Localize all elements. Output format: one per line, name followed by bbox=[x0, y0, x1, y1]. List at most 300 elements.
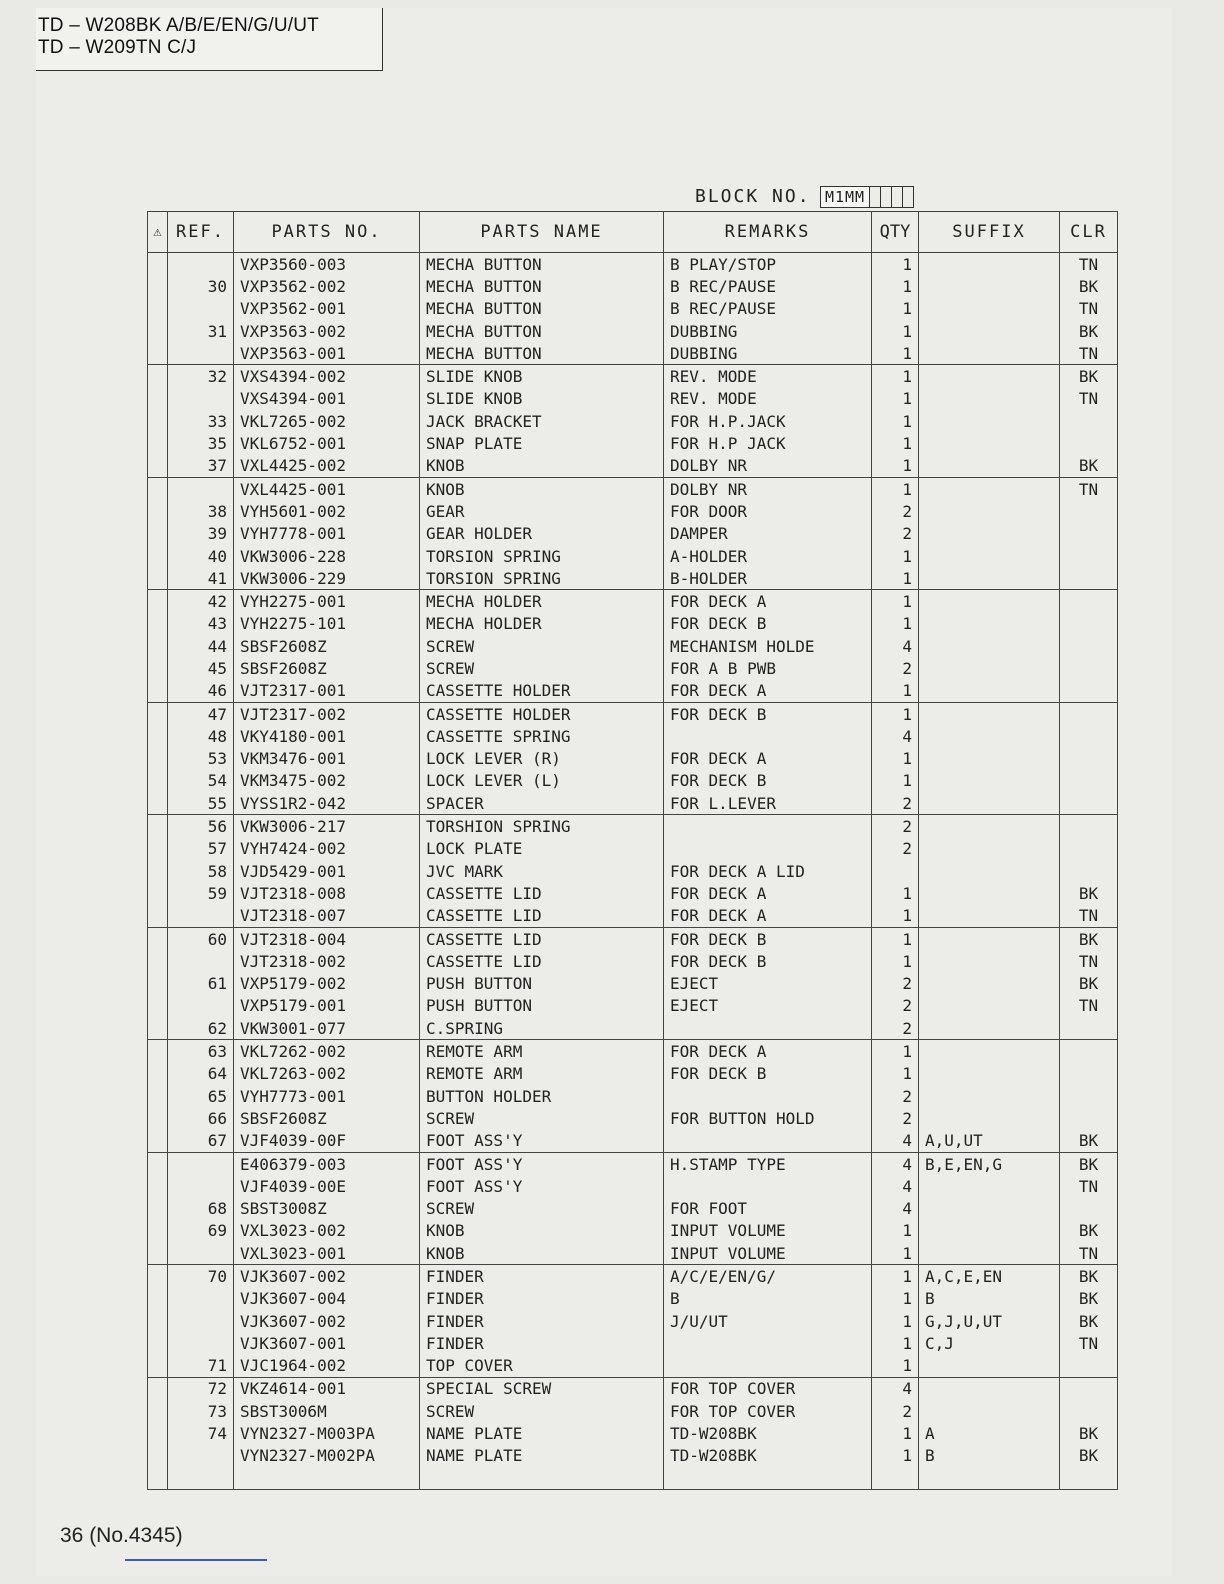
cell-ref: 74 bbox=[168, 1422, 234, 1444]
cell-clr bbox=[1060, 1063, 1118, 1085]
cell-suffix: B bbox=[919, 1288, 1060, 1310]
cell-suffix bbox=[919, 410, 1060, 432]
cell-suffix bbox=[919, 477, 1060, 500]
cell-ref: 32 bbox=[168, 365, 234, 388]
cell-clr: BK bbox=[1060, 1220, 1118, 1242]
cell-name: JACK BRACKET bbox=[420, 410, 664, 432]
cell-clr: TN bbox=[1060, 1175, 1118, 1197]
cell-parts-no: VJT2318-008 bbox=[234, 882, 420, 904]
cell-clr bbox=[1060, 680, 1118, 703]
table-row bbox=[148, 702, 1118, 725]
cell-warn bbox=[148, 995, 168, 1017]
cell-name: TOP COVER bbox=[420, 1355, 664, 1378]
cell-remarks: FOR DECK A LID bbox=[664, 860, 872, 882]
cell-clr bbox=[1060, 590, 1118, 613]
cell-suffix bbox=[919, 680, 1060, 703]
cell-qty: 1 bbox=[872, 1422, 919, 1444]
cell-clr: TN bbox=[1060, 477, 1118, 500]
cell-name: SPECIAL SCREW bbox=[420, 1377, 664, 1400]
cell-qty: 2 bbox=[872, 657, 919, 679]
table-row bbox=[148, 1242, 1118, 1265]
cell-qty: 2 bbox=[872, 1085, 919, 1107]
cell-qty: 2 bbox=[872, 815, 919, 838]
cell-parts-no: VXP3560-003 bbox=[234, 253, 420, 276]
cell-name: KNOB bbox=[420, 1242, 664, 1265]
cell-suffix bbox=[919, 927, 1060, 950]
cell-name: CASSETTE HOLDER bbox=[420, 702, 664, 725]
table-row bbox=[148, 657, 1118, 679]
cell-suffix bbox=[919, 950, 1060, 972]
cell-remarks: FOR A B PWB bbox=[664, 657, 872, 679]
cell-name: MECHA BUTTON bbox=[420, 298, 664, 320]
cell-qty: 1 bbox=[872, 1445, 919, 1467]
cell-warn bbox=[148, 365, 168, 388]
cell-name: CASSETTE HOLDER bbox=[420, 680, 664, 703]
cell-clr bbox=[1060, 523, 1118, 545]
table-row bbox=[148, 905, 1118, 928]
cell-parts-no: VKW3006-229 bbox=[234, 567, 420, 590]
cell-name: SCREW bbox=[420, 1400, 664, 1422]
cell-remarks: FOR DECK B bbox=[664, 770, 872, 792]
cell-clr: TN bbox=[1060, 905, 1118, 928]
cell-ref: 58 bbox=[168, 860, 234, 882]
cell-warn bbox=[148, 1355, 168, 1378]
table-row bbox=[148, 523, 1118, 545]
empty-cell bbox=[168, 1467, 234, 1490]
block-code: M1MM bbox=[820, 186, 870, 208]
footer-rule bbox=[125, 1559, 267, 1561]
cell-warn bbox=[148, 882, 168, 904]
cell-parts-no: VXP3563-001 bbox=[234, 342, 420, 365]
cell-name: FINDER bbox=[420, 1332, 664, 1354]
cell-warn bbox=[148, 973, 168, 995]
cell-qty: 4 bbox=[872, 1175, 919, 1197]
cell-warn bbox=[148, 613, 168, 635]
table-row bbox=[148, 590, 1118, 613]
cell-name: FINDER bbox=[420, 1265, 664, 1288]
cell-name: C.SPRING bbox=[420, 1017, 664, 1040]
cell-suffix bbox=[919, 1085, 1060, 1107]
cell-clr bbox=[1060, 657, 1118, 679]
cell-warn bbox=[148, 748, 168, 770]
cell-suffix bbox=[919, 365, 1060, 388]
block-number-boxes bbox=[820, 186, 914, 208]
cell-remarks: FOR DECK B bbox=[664, 613, 872, 635]
cell-remarks: FOR DECK A bbox=[664, 680, 872, 703]
cell-name: SCREW bbox=[420, 657, 664, 679]
cell-ref: 41 bbox=[168, 567, 234, 590]
cell-clr bbox=[1060, 860, 1118, 882]
cell-ref: 40 bbox=[168, 545, 234, 567]
cell-ref bbox=[168, 253, 234, 276]
parts-table-body bbox=[148, 253, 1118, 1490]
cell-name: SLIDE KNOB bbox=[420, 388, 664, 410]
cell-qty: 1 bbox=[872, 1040, 919, 1063]
cell-remarks: FOR DECK B bbox=[664, 702, 872, 725]
cell-suffix bbox=[919, 1175, 1060, 1197]
model-header-box bbox=[36, 8, 383, 71]
cell-ref: 30 bbox=[168, 275, 234, 297]
cell-suffix bbox=[919, 815, 1060, 838]
block-box-empty bbox=[892, 186, 903, 208]
header-suffix: SUFFIX bbox=[919, 212, 1060, 253]
parts-table bbox=[147, 211, 1118, 1490]
cell-clr: TN bbox=[1060, 1242, 1118, 1265]
cell-parts-no: VYH5601-002 bbox=[234, 500, 420, 522]
cell-clr: BK bbox=[1060, 882, 1118, 904]
cell-ref: 60 bbox=[168, 927, 234, 950]
cell-parts-no: VJK3607-001 bbox=[234, 1332, 420, 1354]
cell-warn bbox=[148, 1040, 168, 1063]
cell-remarks: FOR TOP COVER bbox=[664, 1377, 872, 1400]
cell-name: FOOT ASS'Y bbox=[420, 1152, 664, 1175]
cell-qty: 4 bbox=[872, 635, 919, 657]
cell-parts-no: VXP5179-001 bbox=[234, 995, 420, 1017]
cell-qty: 1 bbox=[872, 1310, 919, 1332]
cell-ref: 59 bbox=[168, 882, 234, 904]
cell-parts-no: VXL3023-002 bbox=[234, 1220, 420, 1242]
cell-qty: 1 bbox=[872, 1220, 919, 1242]
cell-name: NAME PLATE bbox=[420, 1445, 664, 1467]
cell-ref bbox=[168, 1332, 234, 1354]
cell-clr bbox=[1060, 702, 1118, 725]
cell-warn bbox=[148, 500, 168, 522]
cell-qty: 1 bbox=[872, 748, 919, 770]
cell-ref: 46 bbox=[168, 680, 234, 703]
cell-qty: 1 bbox=[872, 432, 919, 454]
cell-remarks: FOR FOOT bbox=[664, 1197, 872, 1219]
cell-parts-no: VXP3562-002 bbox=[234, 275, 420, 297]
cell-ref: 31 bbox=[168, 320, 234, 342]
cell-clr bbox=[1060, 410, 1118, 432]
table-row bbox=[148, 477, 1118, 500]
cell-qty: 2 bbox=[872, 995, 919, 1017]
cell-clr: TN bbox=[1060, 950, 1118, 972]
cell-parts-no: VJT2317-001 bbox=[234, 680, 420, 703]
cell-remarks: DOLBY NR bbox=[664, 477, 872, 500]
cell-clr: BK bbox=[1060, 1130, 1118, 1153]
cell-warn bbox=[148, 1220, 168, 1242]
cell-name: CASSETTE LID bbox=[420, 905, 664, 928]
cell-clr: TN bbox=[1060, 298, 1118, 320]
cell-name: NAME PLATE bbox=[420, 1422, 664, 1444]
cell-name: MECHA HOLDER bbox=[420, 590, 664, 613]
header-clr: CLR bbox=[1060, 212, 1118, 253]
cell-name: MECHA BUTTON bbox=[420, 275, 664, 297]
cell-parts-no: VXS4394-001 bbox=[234, 388, 420, 410]
cell-qty: 1 bbox=[872, 1265, 919, 1288]
cell-clr: TN bbox=[1060, 388, 1118, 410]
cell-parts-no: VKL7263-002 bbox=[234, 1063, 420, 1085]
cell-name: GEAR HOLDER bbox=[420, 523, 664, 545]
table-row bbox=[148, 1422, 1118, 1444]
cell-suffix bbox=[919, 702, 1060, 725]
cell-name: LOCK PLATE bbox=[420, 838, 664, 860]
cell-qty: 1 bbox=[872, 950, 919, 972]
cell-suffix: C,J bbox=[919, 1332, 1060, 1354]
table-row bbox=[148, 342, 1118, 365]
cell-remarks: FOR L.LEVER bbox=[664, 792, 872, 815]
cell-qty: 4 bbox=[872, 1197, 919, 1219]
cell-name: PUSH BUTTON bbox=[420, 995, 664, 1017]
cell-remarks: FOR DECK A bbox=[664, 905, 872, 928]
cell-clr: TN bbox=[1060, 1332, 1118, 1354]
cell-suffix bbox=[919, 1197, 1060, 1219]
cell-warn bbox=[148, 725, 168, 747]
cell-remarks: EJECT bbox=[664, 995, 872, 1017]
cell-parts-no: VJF4039-00F bbox=[234, 1130, 420, 1153]
cell-parts-no: SBSF2608Z bbox=[234, 635, 420, 657]
table-header-row bbox=[148, 212, 1118, 253]
cell-parts-no: VYSS1R2-042 bbox=[234, 792, 420, 815]
cell-suffix bbox=[919, 500, 1060, 522]
cell-remarks bbox=[664, 1017, 872, 1040]
table-row bbox=[148, 680, 1118, 703]
table-row bbox=[148, 1355, 1118, 1378]
cell-qty: 1 bbox=[872, 388, 919, 410]
cell-name: TORSION SPRING bbox=[420, 545, 664, 567]
cell-name: SNAP PLATE bbox=[420, 432, 664, 454]
cell-suffix bbox=[919, 1355, 1060, 1378]
cell-qty: 2 bbox=[872, 1017, 919, 1040]
cell-ref: 57 bbox=[168, 838, 234, 860]
cell-parts-no: VJT2318-007 bbox=[234, 905, 420, 928]
cell-clr: BK bbox=[1060, 1445, 1118, 1467]
cell-qty: 1 bbox=[872, 410, 919, 432]
cell-clr: BK bbox=[1060, 973, 1118, 995]
cell-warn bbox=[148, 702, 168, 725]
cell-warn bbox=[148, 1310, 168, 1332]
cell-parts-no: VXP3562-001 bbox=[234, 298, 420, 320]
cell-warn bbox=[148, 860, 168, 882]
cell-warn bbox=[148, 388, 168, 410]
cell-parts-no: VKY4180-001 bbox=[234, 725, 420, 747]
empty-cell bbox=[234, 1467, 420, 1490]
cell-name: BUTTON HOLDER bbox=[420, 1085, 664, 1107]
cell-remarks: INPUT VOLUME bbox=[664, 1220, 872, 1242]
table-row bbox=[148, 432, 1118, 454]
cell-name: GEAR bbox=[420, 500, 664, 522]
table-row bbox=[148, 1017, 1118, 1040]
cell-clr bbox=[1060, 1400, 1118, 1422]
cell-clr: BK bbox=[1060, 1288, 1118, 1310]
cell-clr bbox=[1060, 500, 1118, 522]
cell-warn bbox=[148, 523, 168, 545]
cell-qty: 1 bbox=[872, 702, 919, 725]
cell-warn bbox=[148, 1107, 168, 1129]
cell-qty: 2 bbox=[872, 838, 919, 860]
cell-qty bbox=[872, 860, 919, 882]
table-row bbox=[148, 1445, 1118, 1467]
cell-clr bbox=[1060, 725, 1118, 747]
cell-parts-no: SBST3008Z bbox=[234, 1197, 420, 1219]
cell-name: CASSETTE LID bbox=[420, 882, 664, 904]
cell-warn bbox=[148, 1242, 168, 1265]
table-row bbox=[148, 1220, 1118, 1242]
cell-remarks: DAMPER bbox=[664, 523, 872, 545]
cell-qty: 2 bbox=[872, 973, 919, 995]
cell-qty: 1 bbox=[872, 298, 919, 320]
cell-parts-no: VKM3476-001 bbox=[234, 748, 420, 770]
cell-clr: BK bbox=[1060, 365, 1118, 388]
table-row bbox=[148, 1152, 1118, 1175]
table-row bbox=[148, 410, 1118, 432]
cell-parts-no: VYH7773-001 bbox=[234, 1085, 420, 1107]
cell-suffix bbox=[919, 1377, 1060, 1400]
table-row bbox=[148, 1040, 1118, 1063]
cell-suffix bbox=[919, 590, 1060, 613]
cell-parts-no: SBST3006M bbox=[234, 1400, 420, 1422]
cell-warn bbox=[148, 1400, 168, 1422]
table-row bbox=[148, 838, 1118, 860]
cell-parts-no: VKW3006-228 bbox=[234, 545, 420, 567]
table-row bbox=[148, 950, 1118, 972]
cell-ref: 61 bbox=[168, 973, 234, 995]
cell-clr: TN bbox=[1060, 995, 1118, 1017]
cell-parts-no: VXL4425-001 bbox=[234, 477, 420, 500]
table-row bbox=[148, 1130, 1118, 1153]
cell-parts-no: VYN2327-M003PA bbox=[234, 1422, 420, 1444]
cell-qty: 2 bbox=[872, 523, 919, 545]
cell-warn bbox=[148, 455, 168, 478]
cell-remarks: FOR DOOR bbox=[664, 500, 872, 522]
cell-warn bbox=[148, 1377, 168, 1400]
empty-cell bbox=[664, 1467, 872, 1490]
cell-qty: 1 bbox=[872, 1242, 919, 1265]
cell-remarks: B bbox=[664, 1288, 872, 1310]
cell-warn bbox=[148, 1288, 168, 1310]
table-row bbox=[148, 1085, 1118, 1107]
cell-warn bbox=[148, 635, 168, 657]
cell-qty: 1 bbox=[872, 1355, 919, 1378]
cell-clr bbox=[1060, 1377, 1118, 1400]
cell-clr bbox=[1060, 1040, 1118, 1063]
cell-remarks: FOR DECK A bbox=[664, 1040, 872, 1063]
cell-clr: BK bbox=[1060, 1310, 1118, 1332]
cell-ref bbox=[168, 388, 234, 410]
cell-ref: 72 bbox=[168, 1377, 234, 1400]
cell-ref: 65 bbox=[168, 1085, 234, 1107]
cell-qty: 1 bbox=[872, 320, 919, 342]
cell-qty: 1 bbox=[872, 770, 919, 792]
cell-qty: 2 bbox=[872, 1107, 919, 1129]
cell-suffix bbox=[919, 1220, 1060, 1242]
table-row bbox=[148, 545, 1118, 567]
cell-suffix bbox=[919, 1017, 1060, 1040]
cell-name: FOOT ASS'Y bbox=[420, 1130, 664, 1153]
cell-remarks: J/U/UT bbox=[664, 1310, 872, 1332]
cell-suffix bbox=[919, 1063, 1060, 1085]
cell-ref: 70 bbox=[168, 1265, 234, 1288]
cell-suffix bbox=[919, 275, 1060, 297]
table-row bbox=[148, 725, 1118, 747]
cell-remarks: FOR DECK B bbox=[664, 1063, 872, 1085]
cell-clr bbox=[1060, 1355, 1118, 1378]
cell-ref bbox=[168, 1288, 234, 1310]
cell-ref: 54 bbox=[168, 770, 234, 792]
cell-warn bbox=[148, 298, 168, 320]
cell-ref bbox=[168, 905, 234, 928]
cell-suffix bbox=[919, 545, 1060, 567]
cell-suffix bbox=[919, 860, 1060, 882]
cell-remarks: DUBBING bbox=[664, 320, 872, 342]
cell-parts-no: VKL6752-001 bbox=[234, 432, 420, 454]
cell-clr bbox=[1060, 545, 1118, 567]
cell-suffix bbox=[919, 838, 1060, 860]
cell-remarks: EJECT bbox=[664, 973, 872, 995]
cell-ref: 45 bbox=[168, 657, 234, 679]
cell-parts-no: VXL3023-001 bbox=[234, 1242, 420, 1265]
cell-warn bbox=[148, 1130, 168, 1153]
cell-qty: 1 bbox=[872, 1288, 919, 1310]
table-row bbox=[148, 1377, 1118, 1400]
cell-suffix bbox=[919, 523, 1060, 545]
header-qty: QTY bbox=[872, 212, 919, 253]
cell-remarks bbox=[664, 725, 872, 747]
cell-remarks: REV. MODE bbox=[664, 388, 872, 410]
cell-ref: 47 bbox=[168, 702, 234, 725]
cell-warn bbox=[148, 1063, 168, 1085]
cell-clr: BK bbox=[1060, 455, 1118, 478]
cell-parts-no: SBSF2608Z bbox=[234, 657, 420, 679]
cell-parts-no: VYH7424-002 bbox=[234, 838, 420, 860]
cell-name: SCREW bbox=[420, 1197, 664, 1219]
cell-warn bbox=[148, 905, 168, 928]
cell-suffix bbox=[919, 657, 1060, 679]
cell-warn bbox=[148, 253, 168, 276]
cell-ref bbox=[168, 1152, 234, 1175]
cell-name: SPACER bbox=[420, 792, 664, 815]
cell-suffix: A,U,UT bbox=[919, 1130, 1060, 1153]
cell-ref bbox=[168, 995, 234, 1017]
cell-ref: 55 bbox=[168, 792, 234, 815]
cell-qty: 1 bbox=[872, 680, 919, 703]
table-row bbox=[148, 365, 1118, 388]
cell-clr bbox=[1060, 1197, 1118, 1219]
cell-clr bbox=[1060, 792, 1118, 815]
cell-remarks: DUBBING bbox=[664, 342, 872, 365]
cell-remarks bbox=[664, 1175, 872, 1197]
table-row bbox=[148, 792, 1118, 815]
cell-name: MECHA BUTTON bbox=[420, 320, 664, 342]
cell-clr: BK bbox=[1060, 275, 1118, 297]
cell-parts-no: VJT2318-004 bbox=[234, 927, 420, 950]
cell-parts-no: VXS4394-002 bbox=[234, 365, 420, 388]
empty-cell bbox=[148, 1467, 168, 1490]
cell-remarks: FOR TOP COVER bbox=[664, 1400, 872, 1422]
cell-qty: 2 bbox=[872, 1400, 919, 1422]
cell-name: SCREW bbox=[420, 1107, 664, 1129]
cell-suffix bbox=[919, 455, 1060, 478]
cell-remarks: FOR BUTTON HOLD bbox=[664, 1107, 872, 1129]
cell-qty: 1 bbox=[872, 342, 919, 365]
cell-suffix bbox=[919, 432, 1060, 454]
cell-ref: 38 bbox=[168, 500, 234, 522]
cell-ref: 73 bbox=[168, 1400, 234, 1422]
table-row bbox=[148, 1288, 1118, 1310]
cell-qty: 1 bbox=[872, 567, 919, 590]
cell-name: MECHA BUTTON bbox=[420, 342, 664, 365]
cell-name: FINDER bbox=[420, 1310, 664, 1332]
cell-warn bbox=[148, 410, 168, 432]
table-row bbox=[148, 253, 1118, 276]
block-box-empty bbox=[881, 186, 892, 208]
cell-clr bbox=[1060, 770, 1118, 792]
cell-ref: 39 bbox=[168, 523, 234, 545]
table-row bbox=[148, 455, 1118, 478]
cell-qty: 1 bbox=[872, 545, 919, 567]
cell-suffix bbox=[919, 253, 1060, 276]
